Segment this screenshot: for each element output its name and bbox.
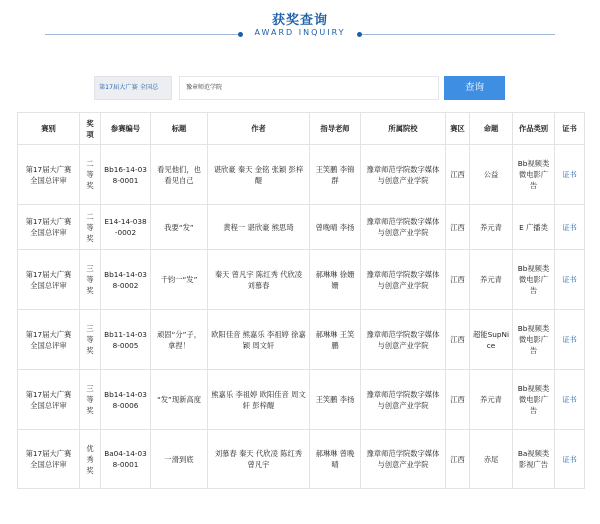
cell-award: 优秀奖 — [80, 430, 101, 489]
certificate-link[interactable]: 证书 — [555, 205, 585, 250]
table-row — [18, 250, 585, 310]
cell-authors: 刘慕春 秦天 代欣凌 陈红秀 曾凡宇 — [208, 430, 310, 489]
table-row — [18, 370, 585, 430]
cell-category: Ba视频类影视广告 — [513, 430, 555, 489]
cell-entry-id: Ba04-14-038-0001 — [101, 430, 151, 489]
header-advisors: 指导老师 — [310, 113, 361, 145]
table-row — [18, 430, 585, 489]
cell-authors: 谌欣豪 秦天 金铭 张颖 彭梓醍 — [208, 145, 310, 205]
cell-region: 江西 — [446, 250, 470, 310]
cell-school: 豫章师范学院数字媒体与创意产业学院 — [361, 250, 446, 310]
certificate-link[interactable]: 证书 — [555, 370, 585, 430]
cell-region: 江西 — [446, 205, 470, 250]
header-category: 作品类别 — [513, 113, 555, 145]
cell-award: 三等奖 — [80, 310, 101, 370]
table-row — [18, 310, 585, 370]
cell-school: 豫章师范学院数字媒体与创意产业学院 — [361, 145, 446, 205]
cell-title: 千钧一“发” — [151, 250, 208, 310]
cell-region: 江西 — [446, 145, 470, 205]
certificate-link[interactable]: 证书 — [555, 250, 585, 310]
cell-competition: 第17届大广赛 全国总评审 — [18, 370, 80, 430]
cell-award: 二等奖 — [80, 145, 101, 205]
cell-category: Bb视频类微电影广告 — [513, 370, 555, 430]
cell-school: 豫章师范学院数字媒体与创意产业学院 — [361, 205, 446, 250]
cell-advisors: 曾晚晴 李扬 — [310, 205, 361, 250]
certificate-link[interactable]: 证书 — [555, 310, 585, 370]
cell-title: 看见他们，也看见自己 — [151, 145, 208, 205]
cell-topic: 养元青 — [470, 205, 513, 250]
cell-title: 一滑到底 — [151, 430, 208, 489]
cell-authors: 欧阳佳音 熊嘉乐 李祖婷 徐嘉颖 周文轩 — [208, 310, 310, 370]
cell-topic: 养元青 — [470, 250, 513, 310]
cell-title: “发”现新高度 — [151, 370, 208, 430]
cell-competition: 第17届大广赛 全国总评审 — [18, 205, 80, 250]
cell-advisors: 王笑鹏 李扬 — [310, 370, 361, 430]
cell-title: 我要“发” — [151, 205, 208, 250]
cell-competition: 第17届大广赛 全国总评审 — [18, 310, 80, 370]
header-award: 奖项 — [80, 113, 101, 145]
cell-category: Bb视频类微电影广告 — [513, 145, 555, 205]
cell-topic: 赤尾 — [470, 430, 513, 489]
cell-region: 江西 — [446, 310, 470, 370]
cell-advisors: 王笑鹏 李锦群 — [310, 145, 361, 205]
table-row — [18, 145, 585, 205]
cell-entry-id: E14-14-038-0002 — [101, 205, 151, 250]
cell-title: 顽固“分”子，拿捏！ — [151, 310, 208, 370]
header-authors: 作者 — [208, 113, 310, 145]
cell-authors: 黄程一 谌欣豪 熊思琦 — [208, 205, 310, 250]
cell-topic: 养元青 — [470, 370, 513, 430]
cell-advisors: 郝琳琳 徐姗姗 — [310, 250, 361, 310]
cell-entry-id: Bb14-14-038-0002 — [101, 250, 151, 310]
cell-competition: 第17届大广赛 全国总评审 — [18, 145, 80, 205]
header-region: 赛区 — [446, 113, 470, 145]
header-competition: 赛别 — [18, 113, 80, 145]
header-topic: 命题 — [470, 113, 513, 145]
cell-topic: 超能SupNice — [470, 310, 513, 370]
cell-award: 三等奖 — [80, 250, 101, 310]
cell-category: Bb视频类微电影广告 — [513, 250, 555, 310]
page-title: 获奖查询 — [271, 13, 328, 28]
cell-award: 二等奖 — [80, 205, 101, 250]
cell-category: E 广播类 — [513, 205, 555, 250]
cell-authors: 熊嘉乐 李祖婷 欧阳佳音 周文轩 彭梓醍 — [208, 370, 310, 430]
table-row — [18, 205, 585, 250]
header-certificate: 证书 — [555, 113, 585, 145]
cell-school: 豫章师范学院数字媒体与创意产业学院 — [361, 370, 446, 430]
cell-competition: 第17届大广赛 全国总评审 — [18, 430, 80, 489]
cell-school: 豫章师范学院数字媒体与创意产业学院 — [361, 310, 446, 370]
cell-advisors: 郝琳琳 曾晚晴 — [310, 430, 361, 489]
certificate-link[interactable]: 证书 — [555, 430, 585, 489]
cell-advisors: 郝琳琳 王笑鹏 — [310, 310, 361, 370]
header-title: 标题 — [151, 113, 208, 145]
header-entry-id: 参赛编号 — [101, 113, 151, 145]
cell-award: 三等奖 — [80, 370, 101, 430]
cell-topic: 公益 — [470, 145, 513, 205]
search-button[interactable]: 查询 — [444, 76, 505, 100]
certificate-link[interactable]: 证书 — [555, 145, 585, 205]
table-header-row — [18, 113, 585, 145]
competition-select[interactable]: 第17届大广赛 全国总 — [94, 76, 172, 100]
page-subtitle: AWARD INQUIRY — [254, 28, 346, 37]
cell-competition: 第17届大广赛 全国总评审 — [18, 250, 80, 310]
cell-school: 豫章师范学院数字媒体与创意产业学院 — [361, 430, 446, 489]
cell-authors: 秦天 曾凡宇 陈红秀 代欣凌 刘慕春 — [208, 250, 310, 310]
cell-region: 江西 — [446, 430, 470, 489]
cell-category: Bb视频类微电影广告 — [513, 310, 555, 370]
cell-entry-id: Bb16-14-038-0001 — [101, 145, 151, 205]
cell-entry-id: Bb11-14-038-0005 — [101, 310, 151, 370]
header-school: 所属院校 — [361, 113, 446, 145]
results-table — [17, 112, 585, 489]
page-header — [0, 0, 600, 60]
cell-region: 江西 — [446, 370, 470, 430]
cell-entry-id: Bb14-14-038-0006 — [101, 370, 151, 430]
school-input[interactable]: 豫章师范学院 — [179, 76, 439, 100]
